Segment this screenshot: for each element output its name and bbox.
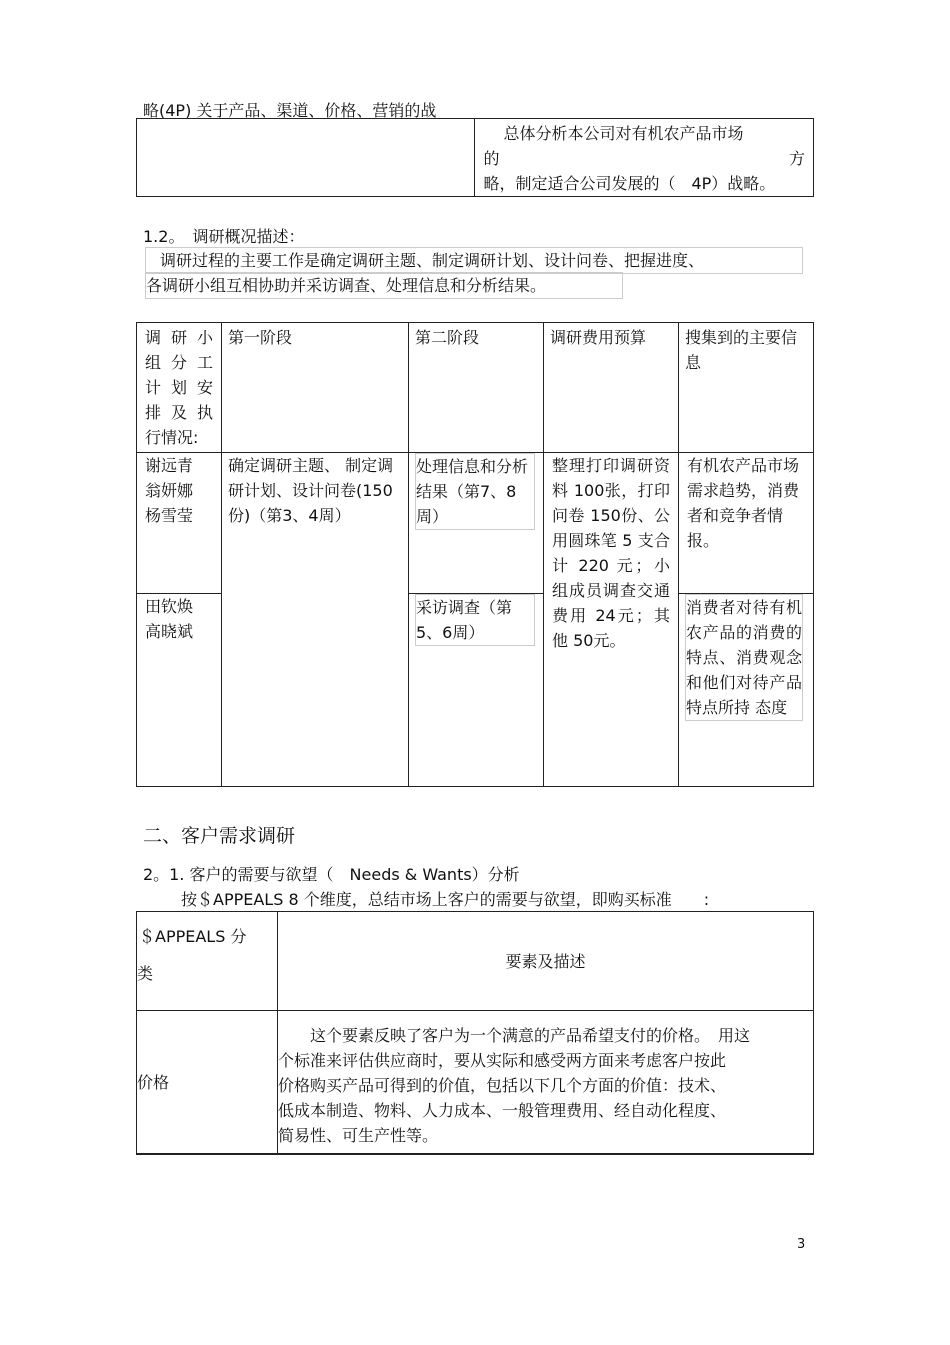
plan-group-2: 田钦焕 高晓斌: [145, 597, 194, 641]
appeals-header-desc: 要素及描述: [505, 951, 586, 971]
appeals-price-line2: 个标准来评估供应商时，要从实际和感受两方面来考虑客户按此: [278, 1051, 727, 1070]
plan-budget-text: 整理打印调研资料 100张，打印问卷 150份、公用圆珠笔 5 支合计 220 元；小组成员调查交通费用 24元；其他 50元。: [552, 456, 670, 650]
plan-header-info: 搜集到的主要信息: [685, 328, 798, 372]
plan-info1-text: 有机农产品市场需求趋势，消费者和竞争者情报。: [687, 456, 800, 550]
plan-header-budget: 调研费用预算: [550, 328, 647, 347]
appeals-row-price: [137, 1011, 814, 1155]
plan-row-1: [137, 453, 814, 594]
section-1-2-heading: 1.2。 调研概况描述：: [143, 227, 305, 246]
strategy-table: [136, 118, 814, 197]
plan-table: [136, 322, 814, 787]
page-number: 3: [797, 1237, 806, 1252]
strategy-left-cell: [137, 119, 475, 197]
appeals-header-row: [137, 912, 814, 1011]
section-2-1-intro: 按＄APPEALS 8 个维度，总结市场上客户的需要与欲望，即购买标准 :: [181, 890, 710, 909]
plan-table-header-row: [137, 323, 814, 453]
strategy-line2a: 的: [483, 149, 500, 168]
plan-group-1: 谢远青 翁妍娜 杨雪莹: [145, 456, 194, 525]
section-2-1-heading: 2。1. 客户的需要与欲望（ Needs & Wants）分析: [143, 865, 520, 884]
plan-stage2b-text: 采访调查（第5、6周）: [415, 594, 535, 646]
strategy-line3: 略，制定适合公司发展的（ 4P）战略。: [483, 174, 776, 193]
section-1-2-line1: 调研过程的主要工作是确定调研主题、制定调研计划、设计问卷、把握进度、: [145, 247, 803, 274]
plan-stage1-text: 确定调研主题、 制定调研计划、设计问卷(150份)（第3、4周）: [228, 456, 394, 525]
appeals-price-line1: 这个要素反映了客户为一个满意的产品希望支付的价格。 用这: [278, 1026, 751, 1045]
appeals-header-category: ＄APPEALS 分 类: [137, 927, 247, 983]
appeals-table: [136, 911, 814, 1155]
strategy-right-cell: [475, 119, 814, 197]
plan-header-stage1: 第一阶段: [228, 328, 293, 347]
section-1-2-line2: 各调研小组互相协助并采访调查、处理信息和分析结果。: [145, 272, 623, 299]
appeals-price-line5: 简易性、可生产性等。: [278, 1126, 439, 1145]
appeals-price-line3: 价格购买产品可得到的价值，包括以下几个方面的价值：技术、: [278, 1076, 727, 1095]
section-2-title: 二、客户需求调研: [143, 825, 296, 847]
plan-info2-text: 消费者对待有机农产品的消费的特点、消费观念和他们对待产品特点所持 态度: [685, 594, 803, 721]
strategy-line2b: 方: [788, 149, 805, 168]
plan-stage2a-text: 处理信息和分析结果（第7、8周）: [415, 453, 535, 530]
appeals-price-label: 价格: [137, 1072, 170, 1092]
strategy-line1: 总体分析本公司对有机农产品市场: [503, 124, 744, 143]
plan-header-stage2: 第二阶段: [415, 328, 480, 347]
appeals-price-line4: 低成本制造、物料、人力成本、一般管理费用、经自动化程度、: [278, 1101, 727, 1120]
top-left-text: 略(4P) 关于产品、渠道、价格、营销的战: [143, 101, 437, 120]
plan-header-division: 调研小 组分工 计划安 排及执 行情况:: [145, 328, 213, 447]
